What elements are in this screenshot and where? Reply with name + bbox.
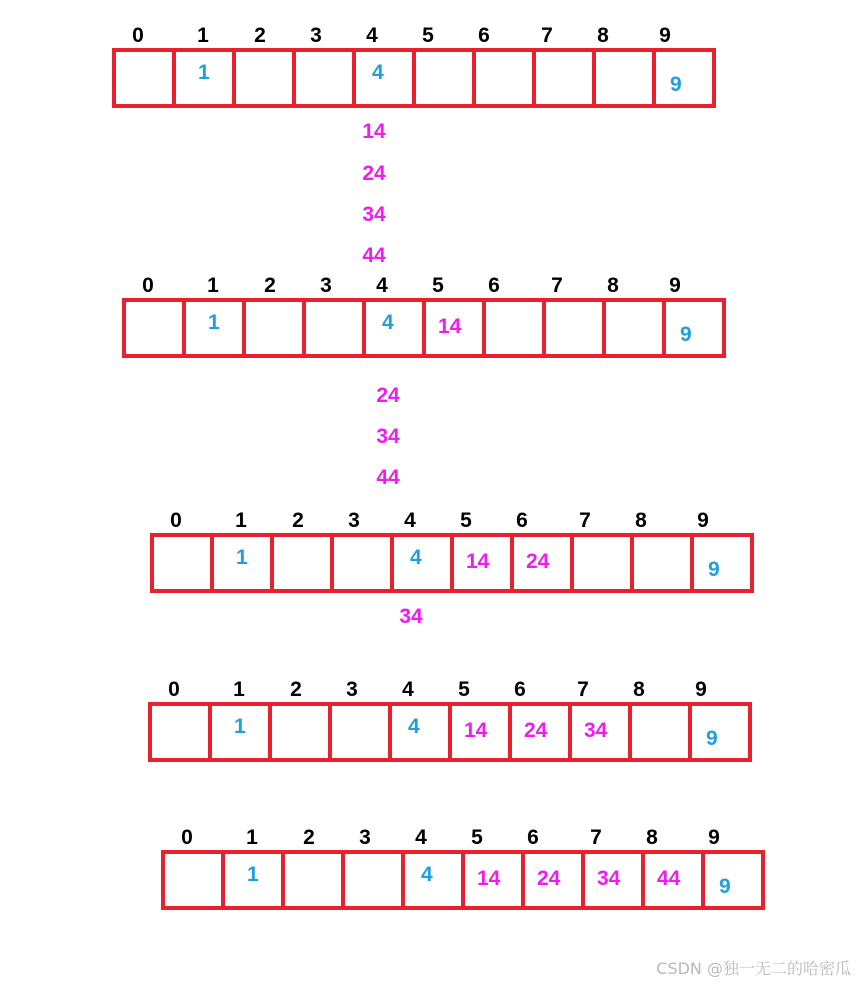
- slot-index-label: 1: [235, 509, 247, 532]
- pending-key: 34: [399, 605, 423, 628]
- pending-key: 44: [376, 466, 400, 489]
- initial-key: 1: [247, 863, 259, 886]
- hash-slot: [452, 706, 512, 758]
- hash-slot: [694, 537, 750, 589]
- hash-table-cells: [148, 702, 752, 762]
- initial-key: 9: [719, 875, 731, 898]
- slot-index-label: 0: [170, 509, 182, 532]
- hash-slot: [596, 52, 656, 104]
- inserted-key: 44: [657, 867, 681, 890]
- initial-key: 1: [198, 61, 210, 84]
- slot-index-label: 6: [478, 24, 490, 47]
- hash-slot: [274, 537, 334, 589]
- inserted-key: 34: [597, 867, 621, 890]
- hash-slot: [705, 854, 761, 906]
- slot-index-label: 4: [404, 509, 416, 532]
- hash-table-cells: [112, 48, 716, 108]
- slot-index-label: 7: [590, 826, 602, 849]
- hash-slot: [225, 854, 285, 906]
- hash-slot: [416, 52, 476, 104]
- hash-slot: [152, 706, 212, 758]
- hash-slot: [666, 302, 722, 354]
- hash-table-cells: [122, 298, 726, 358]
- hash-slot: [126, 302, 186, 354]
- hash-slot: [345, 854, 405, 906]
- slot-index-label: 3: [359, 826, 371, 849]
- slot-index-label: 2: [303, 826, 315, 849]
- slot-index-label: 2: [254, 24, 266, 47]
- inserted-key: 34: [584, 719, 608, 742]
- slot-index-label: 4: [415, 826, 427, 849]
- slot-index-label: 5: [471, 826, 483, 849]
- slot-index-label: 3: [346, 678, 358, 701]
- slot-index-label: 0: [181, 826, 193, 849]
- hash-slot: [692, 706, 748, 758]
- hash-slot: [154, 537, 214, 589]
- slot-index-label: 6: [488, 274, 500, 297]
- inserted-key: 14: [438, 315, 462, 338]
- hash-slot: [246, 302, 306, 354]
- hash-slot: [176, 52, 236, 104]
- slot-index-label: 5: [432, 274, 444, 297]
- hash-slot: [632, 706, 692, 758]
- slot-index-label: 4: [402, 678, 414, 701]
- slot-index-label: 6: [514, 678, 526, 701]
- inserted-key: 24: [524, 719, 548, 742]
- watermark: CSDN @独一无二的哈密瓜: [656, 959, 851, 978]
- pending-key: 24: [362, 162, 386, 185]
- slot-index-label: 6: [527, 826, 539, 849]
- slot-index-label: 0: [132, 24, 144, 47]
- slot-index-label: 8: [597, 24, 609, 47]
- slot-index-label: 9: [695, 678, 707, 701]
- hash-slot: [536, 52, 596, 104]
- initial-key: 1: [236, 546, 248, 569]
- initial-key: 9: [708, 558, 720, 581]
- slot-index-label: 5: [458, 678, 470, 701]
- slot-index-label: 1: [197, 24, 209, 47]
- hash-slot: [306, 302, 366, 354]
- slot-index-label: 4: [376, 274, 388, 297]
- hash-slot: [405, 854, 465, 906]
- initial-key: 1: [234, 715, 246, 738]
- hash-slot: [465, 854, 525, 906]
- hash-table-cells: [150, 533, 754, 593]
- pending-key: 24: [376, 384, 400, 407]
- slot-index-label: 3: [320, 274, 332, 297]
- initial-key: 4: [382, 311, 394, 334]
- slot-index-label: 9: [659, 24, 671, 47]
- slot-index-label: 3: [348, 509, 360, 532]
- slot-index-label: 1: [246, 826, 258, 849]
- pending-key: 34: [376, 425, 400, 448]
- slot-index-label: 0: [142, 274, 154, 297]
- pending-key: 14: [362, 120, 386, 143]
- pending-key: 34: [362, 203, 386, 226]
- slot-index-label: 7: [579, 509, 591, 532]
- hash-slot: [634, 537, 694, 589]
- initial-key: 4: [408, 715, 420, 738]
- hash-slot: [546, 302, 606, 354]
- hash-slot: [572, 706, 632, 758]
- slot-index-label: 3: [310, 24, 322, 47]
- slot-index-label: 2: [264, 274, 276, 297]
- hash-slot: [332, 706, 392, 758]
- hash-slot: [645, 854, 705, 906]
- hash-slot: [454, 537, 514, 589]
- initial-key: 9: [670, 73, 682, 96]
- hash-slot: [214, 537, 274, 589]
- hash-slot: [656, 52, 712, 104]
- slot-index-label: 9: [708, 826, 720, 849]
- slot-index-label: 4: [366, 24, 378, 47]
- pending-key: 44: [362, 244, 386, 267]
- slot-index-label: 8: [635, 509, 647, 532]
- slot-index-label: 8: [646, 826, 658, 849]
- slot-index-label: 1: [207, 274, 219, 297]
- slot-index-label: 0: [168, 678, 180, 701]
- hash-slot: [296, 52, 356, 104]
- slot-index-label: 7: [541, 24, 553, 47]
- hash-slot: [512, 706, 572, 758]
- initial-key: 4: [410, 546, 422, 569]
- initial-key: 1: [208, 311, 220, 334]
- slot-index-label: 6: [516, 509, 528, 532]
- hash-slot: [476, 52, 536, 104]
- inserted-key: 14: [464, 719, 488, 742]
- slot-index-label: 9: [669, 274, 681, 297]
- initial-key: 9: [706, 727, 718, 750]
- hash-slot: [212, 706, 272, 758]
- inserted-key: 24: [526, 550, 550, 573]
- slot-index-label: 7: [551, 274, 563, 297]
- hash-slot: [585, 854, 645, 906]
- slot-index-label: 2: [290, 678, 302, 701]
- inserted-key: 24: [537, 867, 561, 890]
- initial-key: 4: [372, 61, 384, 84]
- hash-slot: [606, 302, 666, 354]
- hash-slot: [486, 302, 546, 354]
- hash-slot: [236, 52, 296, 104]
- hash-slot: [392, 706, 452, 758]
- hash-slot: [165, 854, 225, 906]
- hash-slot: [574, 537, 634, 589]
- slot-index-label: 5: [422, 24, 434, 47]
- hash-slot: [525, 854, 585, 906]
- slot-index-label: 2: [292, 509, 304, 532]
- initial-key: 4: [421, 863, 433, 886]
- slot-index-label: 5: [460, 509, 472, 532]
- slot-index-label: 8: [633, 678, 645, 701]
- hash-slot: [334, 537, 394, 589]
- hash-slot: [394, 537, 454, 589]
- hash-slot: [356, 52, 416, 104]
- inserted-key: 14: [477, 867, 501, 890]
- initial-key: 9: [680, 323, 692, 346]
- hash-slot: [366, 302, 426, 354]
- slot-index-label: 9: [697, 509, 709, 532]
- hash-slot: [514, 537, 574, 589]
- inserted-key: 14: [466, 550, 490, 573]
- hash-slot: [186, 302, 246, 354]
- hash-table-cells: [161, 850, 765, 910]
- slot-index-label: 8: [607, 274, 619, 297]
- hash-slot: [285, 854, 345, 906]
- slot-index-label: 1: [233, 678, 245, 701]
- hash-slot: [272, 706, 332, 758]
- hash-slot: [116, 52, 176, 104]
- hash-slot: [426, 302, 486, 354]
- slot-index-label: 7: [577, 678, 589, 701]
